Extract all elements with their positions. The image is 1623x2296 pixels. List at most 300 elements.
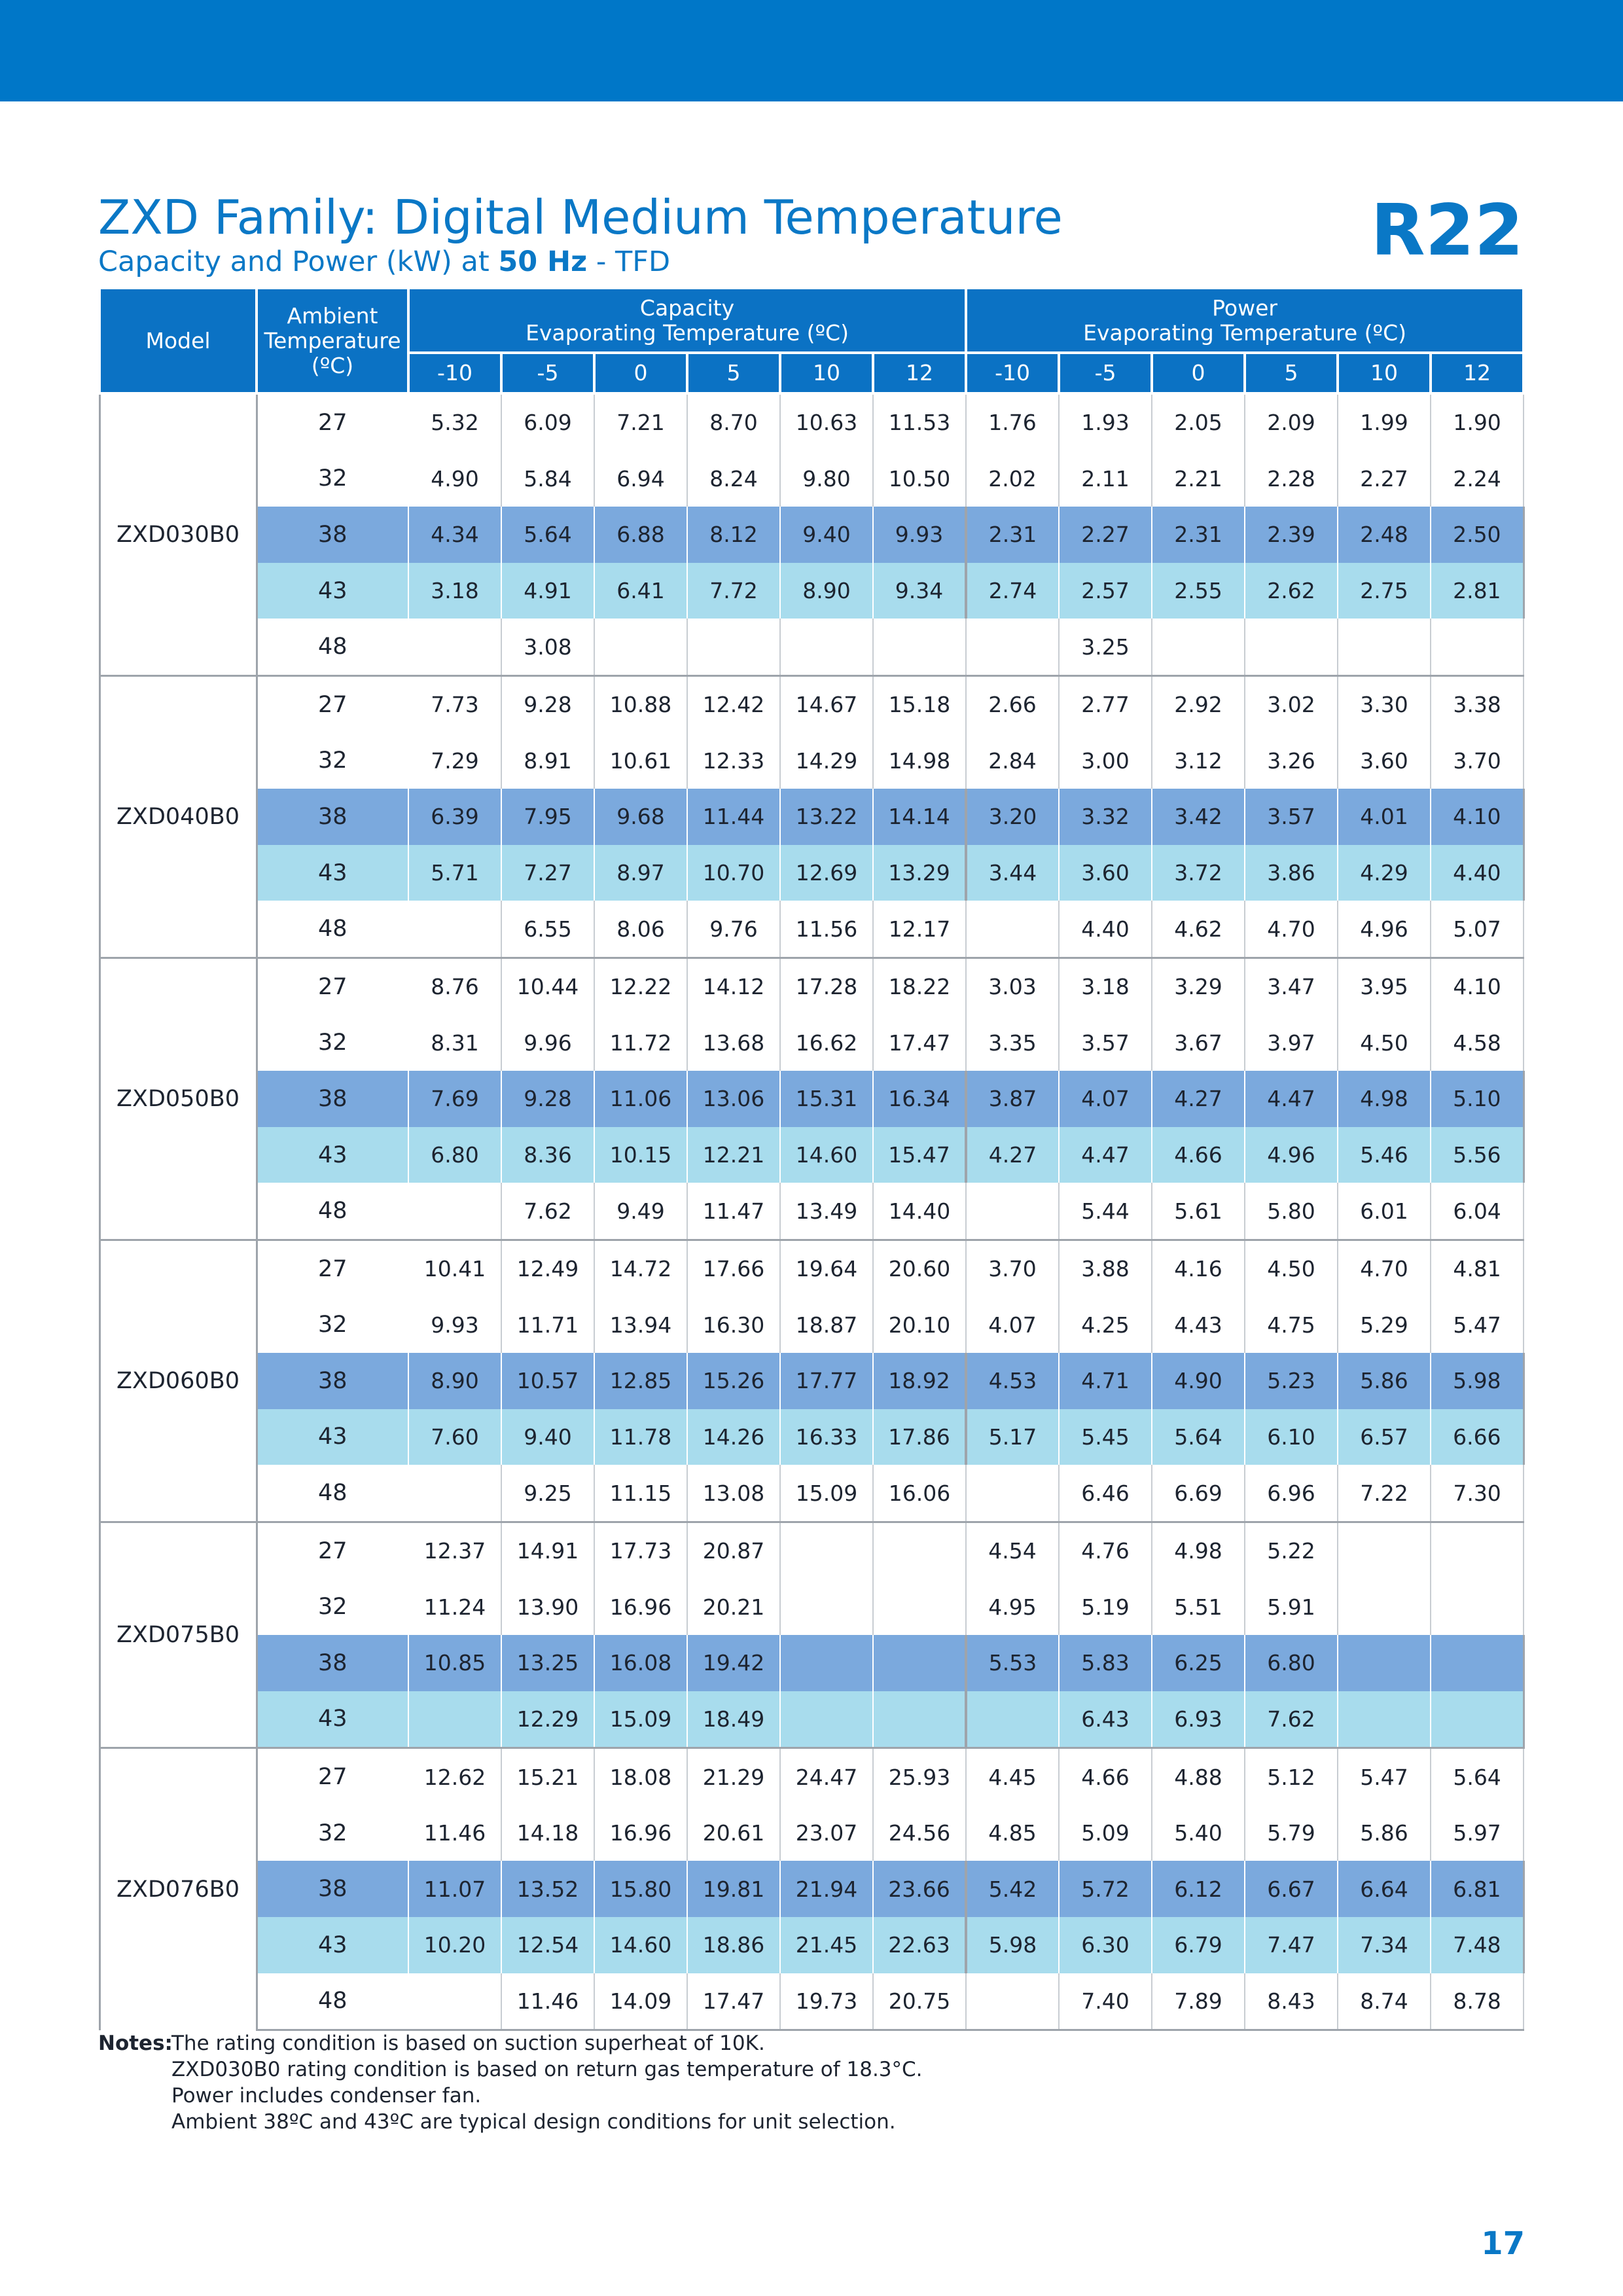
power-cell: 5.86 xyxy=(1338,1805,1431,1861)
table-row xyxy=(99,1522,1524,1579)
power-cell: 5.91 xyxy=(1245,1579,1338,1635)
power-cell: 6.79 xyxy=(1152,1917,1245,1973)
capacity-cell: 12.37 xyxy=(408,1522,501,1579)
capacity-cell: 6.88 xyxy=(594,507,687,563)
capacity-cell: 5.64 xyxy=(501,507,594,563)
capacity-cell: 10.44 xyxy=(501,958,594,1014)
capacity-cell: 20.60 xyxy=(873,1240,966,1297)
power-cell: 4.96 xyxy=(1338,901,1431,958)
ambient-temp: 43 xyxy=(257,1691,408,1748)
capacity-cell: 8.91 xyxy=(501,733,594,789)
power-cell: 6.96 xyxy=(1245,1465,1338,1522)
ambient-temp: 43 xyxy=(257,563,408,619)
capacity-cell: 7.72 xyxy=(687,563,780,619)
power-cell: 3.44 xyxy=(966,845,1059,901)
power-cell xyxy=(1338,1579,1431,1635)
capacity-cell: 17.77 xyxy=(780,1353,873,1409)
capacity-cell: 18.86 xyxy=(687,1917,780,1973)
capacity-evap-temp-header: 10 xyxy=(780,353,873,393)
power-cell: 7.47 xyxy=(1245,1917,1338,1973)
power-cell: 4.25 xyxy=(1059,1297,1152,1354)
capacity-cell: 11.06 xyxy=(594,1071,687,1127)
power-cell: 5.53 xyxy=(966,1635,1059,1691)
capacity-cell: 16.96 xyxy=(594,1805,687,1861)
power-cell: 3.29 xyxy=(1152,958,1245,1014)
capacity-cell: 22.63 xyxy=(873,1917,966,1973)
power-cell: 4.76 xyxy=(1059,1522,1152,1579)
ambient-temp: 48 xyxy=(257,1465,408,1522)
ambient-temp: 38 xyxy=(257,1071,408,1127)
power-cell: 1.76 xyxy=(966,393,1059,451)
capacity-cell: 11.24 xyxy=(408,1579,501,1635)
power-cell: 5.97 xyxy=(1431,1805,1524,1861)
page-subtitle xyxy=(98,245,670,278)
table-row xyxy=(99,393,1524,451)
header-capacity-title: Capacity xyxy=(639,295,735,321)
capacity-cell: 6.39 xyxy=(408,789,501,845)
table-row xyxy=(99,1015,1524,1071)
capacity-cell: 9.76 xyxy=(687,901,780,958)
subtitle-text: Capacity and Power (kW) at xyxy=(98,245,499,278)
power-cell xyxy=(1431,1635,1524,1691)
power-evap-temp-header: 5 xyxy=(1245,353,1338,393)
capacity-cell: 13.90 xyxy=(501,1579,594,1635)
capacity-cell: 10.61 xyxy=(594,733,687,789)
capacity-cell: 9.28 xyxy=(501,1071,594,1127)
power-cell: 5.12 xyxy=(1245,1748,1338,1805)
power-cell: 2.11 xyxy=(1059,451,1152,507)
capacity-cell: 4.91 xyxy=(501,563,594,619)
table-row xyxy=(99,1297,1524,1354)
power-cell: 3.32 xyxy=(1059,789,1152,845)
table-row xyxy=(99,1691,1524,1748)
power-cell: 4.27 xyxy=(966,1127,1059,1183)
capacity-cell: 13.49 xyxy=(780,1183,873,1240)
subtitle-frequency: 50 Hz xyxy=(498,245,588,278)
ambient-temp: 38 xyxy=(257,1635,408,1691)
model-name: ZXD030B0 xyxy=(99,393,257,675)
power-cell: 2.55 xyxy=(1152,563,1245,619)
power-cell: 4.75 xyxy=(1245,1297,1338,1354)
capacity-cell: 18.87 xyxy=(780,1297,873,1354)
power-cell: 4.96 xyxy=(1245,1127,1338,1183)
power-cell: 4.01 xyxy=(1338,789,1431,845)
power-cell: 6.69 xyxy=(1152,1465,1245,1522)
power-cell: 2.31 xyxy=(966,507,1059,563)
table-row xyxy=(99,451,1524,507)
table-row xyxy=(99,1805,1524,1861)
power-cell: 4.47 xyxy=(1245,1071,1338,1127)
capacity-cell: 24.56 xyxy=(873,1805,966,1861)
power-cell: 1.93 xyxy=(1059,393,1152,451)
table-row xyxy=(99,845,1524,901)
top-banner xyxy=(0,0,1623,101)
power-cell: 5.44 xyxy=(1059,1183,1152,1240)
power-cell: 2.92 xyxy=(1152,675,1245,732)
power-cell: 2.02 xyxy=(966,451,1059,507)
capacity-cell: 9.40 xyxy=(501,1409,594,1465)
capacity-cell: 14.18 xyxy=(501,1805,594,1861)
capacity-cell: 3.18 xyxy=(408,563,501,619)
capacity-cell: 11.53 xyxy=(873,393,966,451)
capacity-cell: 15.09 xyxy=(594,1691,687,1748)
table-row xyxy=(99,1973,1524,2030)
ambient-temp: 32 xyxy=(257,1297,408,1354)
power-cell: 2.50 xyxy=(1431,507,1524,563)
ambient-temp: 48 xyxy=(257,619,408,675)
power-cell: 4.07 xyxy=(1059,1071,1152,1127)
power-cell: 6.43 xyxy=(1059,1691,1152,1748)
power-cell: 2.84 xyxy=(966,733,1059,789)
capacity-evap-temp-header: -5 xyxy=(501,353,594,393)
power-cell: 5.98 xyxy=(1431,1353,1524,1409)
power-cell: 4.54 xyxy=(966,1522,1059,1579)
power-cell: 3.02 xyxy=(1245,675,1338,732)
power-cell: 7.40 xyxy=(1059,1973,1152,2030)
power-cell: 3.25 xyxy=(1059,619,1152,675)
power-cell: 3.35 xyxy=(966,1015,1059,1071)
header-ambient-line2: Temperature xyxy=(264,327,401,353)
capacity-cell: 10.50 xyxy=(873,451,966,507)
power-cell: 1.99 xyxy=(1338,393,1431,451)
power-cell xyxy=(966,1183,1059,1240)
power-cell: 2.77 xyxy=(1059,675,1152,732)
ambient-temp: 48 xyxy=(257,1183,408,1240)
capacity-cell: 12.69 xyxy=(780,845,873,901)
capacity-cell: 6.41 xyxy=(594,563,687,619)
capacity-cell xyxy=(873,1691,966,1748)
capacity-cell: 19.42 xyxy=(687,1635,780,1691)
capacity-evap-temp-header: -10 xyxy=(408,353,501,393)
power-cell xyxy=(1245,619,1338,675)
power-evap-temp-header: -5 xyxy=(1059,353,1152,393)
power-cell: 6.10 xyxy=(1245,1409,1338,1465)
power-cell: 2.39 xyxy=(1245,507,1338,563)
note-line: ZXD030B0 rating condition is based on return gas temperature of 18.3°C. xyxy=(171,2058,923,2081)
capacity-cell: 16.08 xyxy=(594,1635,687,1691)
power-cell: 2.27 xyxy=(1338,451,1431,507)
capacity-cell: 17.47 xyxy=(873,1015,966,1071)
capacity-cell: 10.88 xyxy=(594,675,687,732)
capacity-cell: 8.31 xyxy=(408,1015,501,1071)
power-cell xyxy=(1338,1635,1431,1691)
capacity-cell: 14.60 xyxy=(780,1127,873,1183)
power-cell: 4.88 xyxy=(1152,1748,1245,1805)
power-cell: 7.62 xyxy=(1245,1691,1338,1748)
model-name: ZXD050B0 xyxy=(99,958,257,1240)
power-cell: 8.78 xyxy=(1431,1973,1524,2030)
capacity-cell: 19.73 xyxy=(780,1973,873,2030)
capacity-cell: 11.71 xyxy=(501,1297,594,1354)
power-cell: 5.07 xyxy=(1431,901,1524,958)
capacity-cell: 15.09 xyxy=(780,1465,873,1522)
capacity-cell: 7.73 xyxy=(408,675,501,732)
power-cell: 7.22 xyxy=(1338,1465,1431,1522)
table-row xyxy=(99,507,1524,563)
power-cell: 3.67 xyxy=(1152,1015,1245,1071)
power-cell: 5.29 xyxy=(1338,1297,1431,1354)
capacity-cell: 20.21 xyxy=(687,1579,780,1635)
power-cell: 6.01 xyxy=(1338,1183,1431,1240)
capacity-cell: 14.29 xyxy=(780,733,873,789)
capacity-cell: 5.32 xyxy=(408,393,501,451)
capacity-cell: 23.66 xyxy=(873,1861,966,1917)
page-number: 17 xyxy=(1481,2225,1525,2262)
capacity-cell: 13.68 xyxy=(687,1015,780,1071)
capacity-cell: 7.21 xyxy=(594,393,687,451)
header-ambient-line3: (ºC) xyxy=(311,352,354,378)
power-cell xyxy=(966,1973,1059,2030)
table-row xyxy=(99,1748,1524,1805)
capacity-cell: 14.14 xyxy=(873,789,966,845)
ambient-temp: 38 xyxy=(257,1861,408,1917)
power-cell: 4.53 xyxy=(966,1353,1059,1409)
capacity-cell: 14.67 xyxy=(780,675,873,732)
capacity-cell: 12.85 xyxy=(594,1353,687,1409)
capacity-cell xyxy=(408,619,501,675)
power-cell: 6.81 xyxy=(1431,1861,1524,1917)
capacity-cell: 8.12 xyxy=(687,507,780,563)
capacity-cell: 6.80 xyxy=(408,1127,501,1183)
power-cell: 4.40 xyxy=(1059,901,1152,958)
refrigerant-badge: R22 xyxy=(1370,190,1524,272)
ambient-temp: 48 xyxy=(257,1973,408,2030)
power-cell: 7.48 xyxy=(1431,1917,1524,1973)
power-cell: 4.50 xyxy=(1338,1015,1431,1071)
capacity-cell: 20.87 xyxy=(687,1522,780,1579)
power-cell: 5.61 xyxy=(1152,1183,1245,1240)
capacity-cell: 12.54 xyxy=(501,1917,594,1973)
capacity-cell: 10.57 xyxy=(501,1353,594,1409)
capacity-cell: 15.26 xyxy=(687,1353,780,1409)
capacity-cell: 17.66 xyxy=(687,1240,780,1297)
power-cell: 4.50 xyxy=(1245,1240,1338,1297)
power-cell xyxy=(1431,619,1524,675)
capacity-cell: 12.49 xyxy=(501,1240,594,1297)
capacity-cell: 20.61 xyxy=(687,1805,780,1861)
power-cell: 4.66 xyxy=(1059,1748,1152,1805)
ambient-temp: 32 xyxy=(257,733,408,789)
capacity-cell: 18.22 xyxy=(873,958,966,1014)
capacity-cell: 18.92 xyxy=(873,1353,966,1409)
ambient-temp: 27 xyxy=(257,675,408,732)
header-capacity xyxy=(408,288,966,353)
power-cell: 5.10 xyxy=(1431,1071,1524,1127)
power-cell: 5.42 xyxy=(966,1861,1059,1917)
power-cell xyxy=(966,619,1059,675)
capacity-cell: 7.95 xyxy=(501,789,594,845)
power-cell: 4.43 xyxy=(1152,1297,1245,1354)
capacity-cell: 12.62 xyxy=(408,1748,501,1805)
ambient-temp: 32 xyxy=(257,1015,408,1071)
capacity-cell xyxy=(780,1635,873,1691)
power-cell: 1.90 xyxy=(1431,393,1524,451)
power-cell: 4.70 xyxy=(1245,901,1338,958)
capacity-cell: 14.72 xyxy=(594,1240,687,1297)
power-cell: 6.67 xyxy=(1245,1861,1338,1917)
capacity-cell: 14.98 xyxy=(873,733,966,789)
capacity-cell: 19.64 xyxy=(780,1240,873,1297)
table-row xyxy=(99,1240,1524,1297)
capacity-cell: 12.22 xyxy=(594,958,687,1014)
power-cell: 5.22 xyxy=(1245,1522,1338,1579)
capacity-evap-temp-header: 0 xyxy=(594,353,687,393)
power-cell: 3.00 xyxy=(1059,733,1152,789)
power-cell: 3.88 xyxy=(1059,1240,1152,1297)
power-cell: 4.70 xyxy=(1338,1240,1431,1297)
capacity-cell: 9.25 xyxy=(501,1465,594,1522)
capacity-cell: 10.41 xyxy=(408,1240,501,1297)
power-cell xyxy=(1431,1522,1524,1579)
capacity-cell: 21.45 xyxy=(780,1917,873,1973)
capacity-cell: 9.93 xyxy=(873,507,966,563)
power-cell: 6.12 xyxy=(1152,1861,1245,1917)
power-cell: 4.45 xyxy=(966,1748,1059,1805)
power-cell: 2.27 xyxy=(1059,507,1152,563)
power-cell: 2.31 xyxy=(1152,507,1245,563)
capacity-cell: 13.94 xyxy=(594,1297,687,1354)
capacity-cell: 9.96 xyxy=(501,1015,594,1071)
header-capacity-sub: Evaporating Temperature (ºC) xyxy=(526,319,849,346)
capacity-cell: 9.68 xyxy=(594,789,687,845)
capacity-cell: 15.47 xyxy=(873,1127,966,1183)
power-cell: 5.86 xyxy=(1338,1353,1431,1409)
capacity-cell: 14.12 xyxy=(687,958,780,1014)
table-row xyxy=(99,1071,1524,1127)
capacity-cell: 13.25 xyxy=(501,1635,594,1691)
power-cell: 8.74 xyxy=(1338,1973,1431,2030)
power-cell: 4.81 xyxy=(1431,1240,1524,1297)
power-cell: 3.57 xyxy=(1245,789,1338,845)
capacity-cell: 12.29 xyxy=(501,1691,594,1748)
power-cell: 3.86 xyxy=(1245,845,1338,901)
power-cell: 4.90 xyxy=(1152,1353,1245,1409)
capacity-cell: 4.34 xyxy=(408,507,501,563)
capacity-cell: 16.30 xyxy=(687,1297,780,1354)
capacity-cell: 15.31 xyxy=(780,1071,873,1127)
capacity-cell xyxy=(408,1183,501,1240)
capacity-cell xyxy=(780,1691,873,1748)
power-cell: 3.60 xyxy=(1059,845,1152,901)
model-name: ZXD040B0 xyxy=(99,675,257,958)
table-row xyxy=(99,1917,1524,1973)
table-row xyxy=(99,901,1524,958)
capacity-cell xyxy=(780,1579,873,1635)
power-cell xyxy=(1431,1691,1524,1748)
capacity-cell: 16.06 xyxy=(873,1465,966,1522)
ambient-temp: 27 xyxy=(257,393,408,451)
capacity-cell: 11.56 xyxy=(780,901,873,958)
power-cell: 6.04 xyxy=(1431,1183,1524,1240)
capacity-cell xyxy=(594,619,687,675)
power-cell: 5.19 xyxy=(1059,1579,1152,1635)
capacity-cell xyxy=(408,901,501,958)
capacity-cell: 16.62 xyxy=(780,1015,873,1071)
capacity-cell: 14.91 xyxy=(501,1522,594,1579)
capacity-cell: 11.07 xyxy=(408,1861,501,1917)
capacity-cell: 24.47 xyxy=(780,1748,873,1805)
capacity-cell: 12.17 xyxy=(873,901,966,958)
capacity-cell: 17.28 xyxy=(780,958,873,1014)
ambient-temp: 48 xyxy=(257,901,408,958)
power-cell: 4.95 xyxy=(966,1579,1059,1635)
capacity-cell: 9.49 xyxy=(594,1183,687,1240)
note-line: Power includes condenser fan. xyxy=(171,2084,482,2108)
capacity-cell: 9.80 xyxy=(780,451,873,507)
capacity-cell: 20.10 xyxy=(873,1297,966,1354)
table-row xyxy=(99,1353,1524,1409)
ambient-temp: 38 xyxy=(257,507,408,563)
capacity-cell: 21.29 xyxy=(687,1748,780,1805)
table-row xyxy=(99,958,1524,1014)
power-evap-temp-header: 10 xyxy=(1338,353,1431,393)
capacity-cell: 13.08 xyxy=(687,1465,780,1522)
capacity-cell: 8.24 xyxy=(687,451,780,507)
power-cell: 5.64 xyxy=(1431,1748,1524,1805)
power-cell: 5.17 xyxy=(966,1409,1059,1465)
ambient-temp: 43 xyxy=(257,845,408,901)
power-cell: 4.27 xyxy=(1152,1071,1245,1127)
power-cell: 5.83 xyxy=(1059,1635,1152,1691)
power-cell: 6.93 xyxy=(1152,1691,1245,1748)
capacity-cell: 19.81 xyxy=(687,1861,780,1917)
power-cell: 2.21 xyxy=(1152,451,1245,507)
table-row xyxy=(99,789,1524,845)
table-row xyxy=(99,733,1524,789)
capacity-cell: 5.84 xyxy=(501,451,594,507)
capacity-cell: 8.90 xyxy=(408,1353,501,1409)
capacity-cell xyxy=(408,1973,501,2030)
capacity-cell: 7.62 xyxy=(501,1183,594,1240)
header-model: Model xyxy=(99,288,257,393)
power-cell: 6.46 xyxy=(1059,1465,1152,1522)
ambient-temp: 27 xyxy=(257,1522,408,1579)
power-cell: 5.45 xyxy=(1059,1409,1152,1465)
power-cell: 3.18 xyxy=(1059,958,1152,1014)
power-cell: 2.48 xyxy=(1338,507,1431,563)
power-cell: 3.26 xyxy=(1245,733,1338,789)
power-cell: 3.12 xyxy=(1152,733,1245,789)
power-cell: 3.70 xyxy=(966,1240,1059,1297)
table-row xyxy=(99,1861,1524,1917)
table-row xyxy=(99,1127,1524,1183)
capacity-cell: 13.06 xyxy=(687,1071,780,1127)
power-cell: 4.66 xyxy=(1152,1127,1245,1183)
notes-label: Notes: xyxy=(98,2032,173,2055)
power-cell: 5.72 xyxy=(1059,1861,1152,1917)
capacity-cell: 15.80 xyxy=(594,1861,687,1917)
power-cell: 4.10 xyxy=(1431,789,1524,845)
power-cell: 3.97 xyxy=(1245,1015,1338,1071)
power-cell: 2.62 xyxy=(1245,563,1338,619)
capacity-cell: 16.34 xyxy=(873,1071,966,1127)
power-cell: 3.42 xyxy=(1152,789,1245,845)
table-row xyxy=(99,1183,1524,1240)
power-cell: 2.66 xyxy=(966,675,1059,732)
power-cell: 6.80 xyxy=(1245,1635,1338,1691)
capacity-cell: 8.70 xyxy=(687,393,780,451)
power-evap-temp-header: -10 xyxy=(966,353,1059,393)
table-row xyxy=(99,563,1524,619)
model-name: ZXD076B0 xyxy=(99,1748,257,2030)
model-name: ZXD060B0 xyxy=(99,1240,257,1522)
power-cell: 5.40 xyxy=(1152,1805,1245,1861)
capacity-cell: 25.93 xyxy=(873,1748,966,1805)
power-cell: 8.43 xyxy=(1245,1973,1338,2030)
capacity-cell: 17.73 xyxy=(594,1522,687,1579)
power-cell: 4.16 xyxy=(1152,1240,1245,1297)
power-cell: 2.74 xyxy=(966,563,1059,619)
